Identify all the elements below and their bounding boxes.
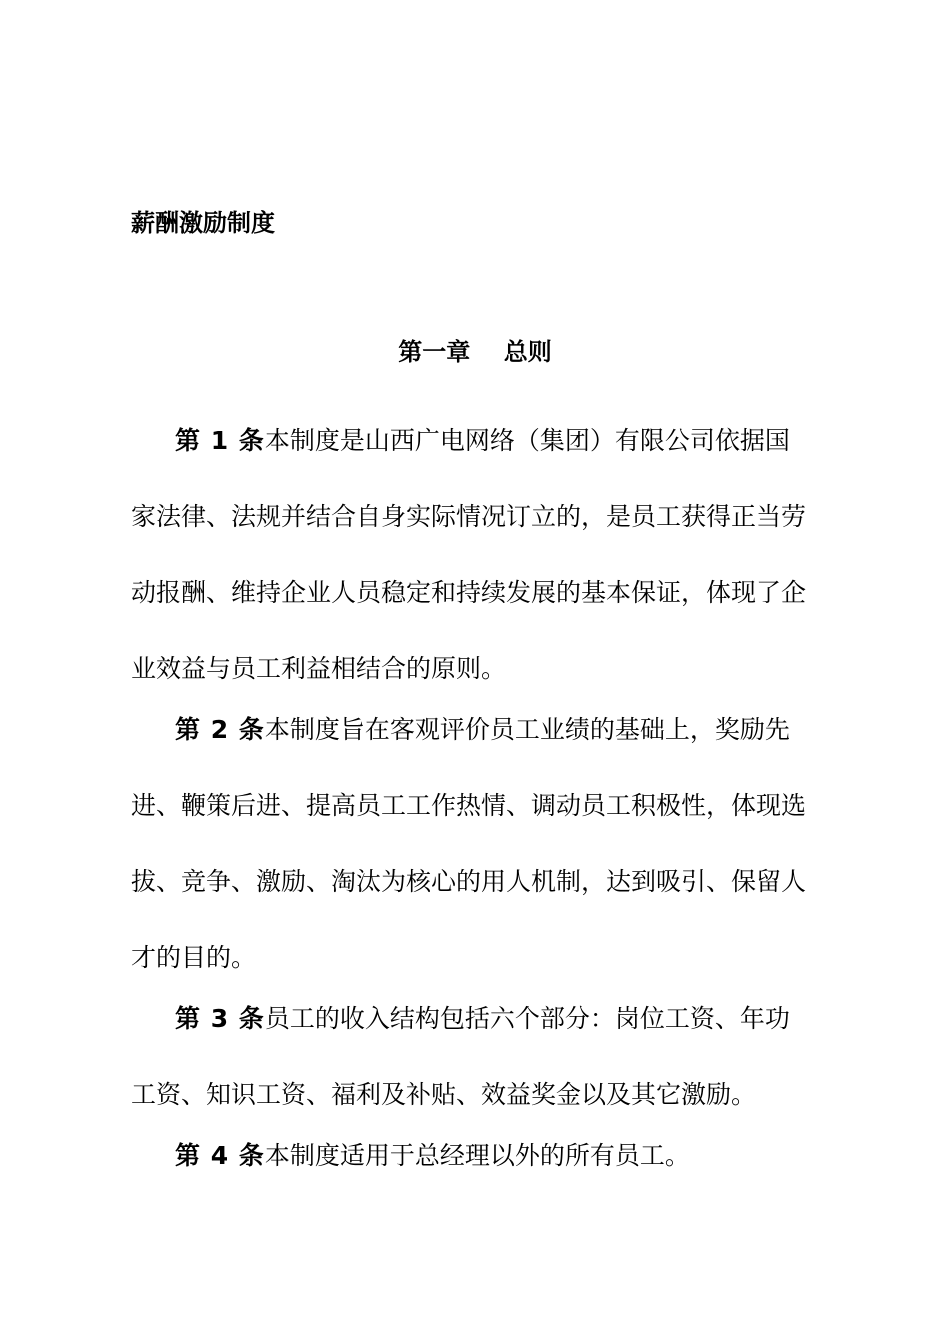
article-3-label: 第 3 条 xyxy=(175,1004,265,1033)
article-3-text: 员工的收入结构包括六个部分：岗位工资、年功工资、知识工资、福利及补贴、效益奖金以及其它激励。 xyxy=(131,1004,790,1109)
article-3 xyxy=(131,981,807,1133)
article-4-label: 第 4 条 xyxy=(175,1141,265,1170)
article-4 xyxy=(131,1118,807,1194)
article-1 xyxy=(131,403,807,707)
article-2-label: 第 2 条 xyxy=(175,715,265,744)
chapter-heading: 第一章 总则 xyxy=(398,338,552,366)
article-4-text: 本制度适用于总经理以外的所有员工。 xyxy=(264,1141,690,1170)
article-2 xyxy=(131,692,807,996)
document-title: 薪酬激励制度 xyxy=(131,209,275,237)
article-1-label: 第 1 条 xyxy=(175,426,265,455)
article-1-text: 本制度是山西广电网络（集团）有限公司依据国家法律、法规并结合自身实际情况订立的，是员工获得正当劳动报酬、维持企业人员稳定和持续发展的基本保证，体现了企业效益与员工利益相结合的原则。 xyxy=(131,426,807,683)
article-2-text: 本制度旨在客观评价员工业绩的基础上，奖励先进、鞭策后进、提高员工工作热情、调动员工积极性，体现选拔、竞争、激励、淘汰为核心的用人机制，达到吸引、保留人才的目的。 xyxy=(131,715,807,972)
